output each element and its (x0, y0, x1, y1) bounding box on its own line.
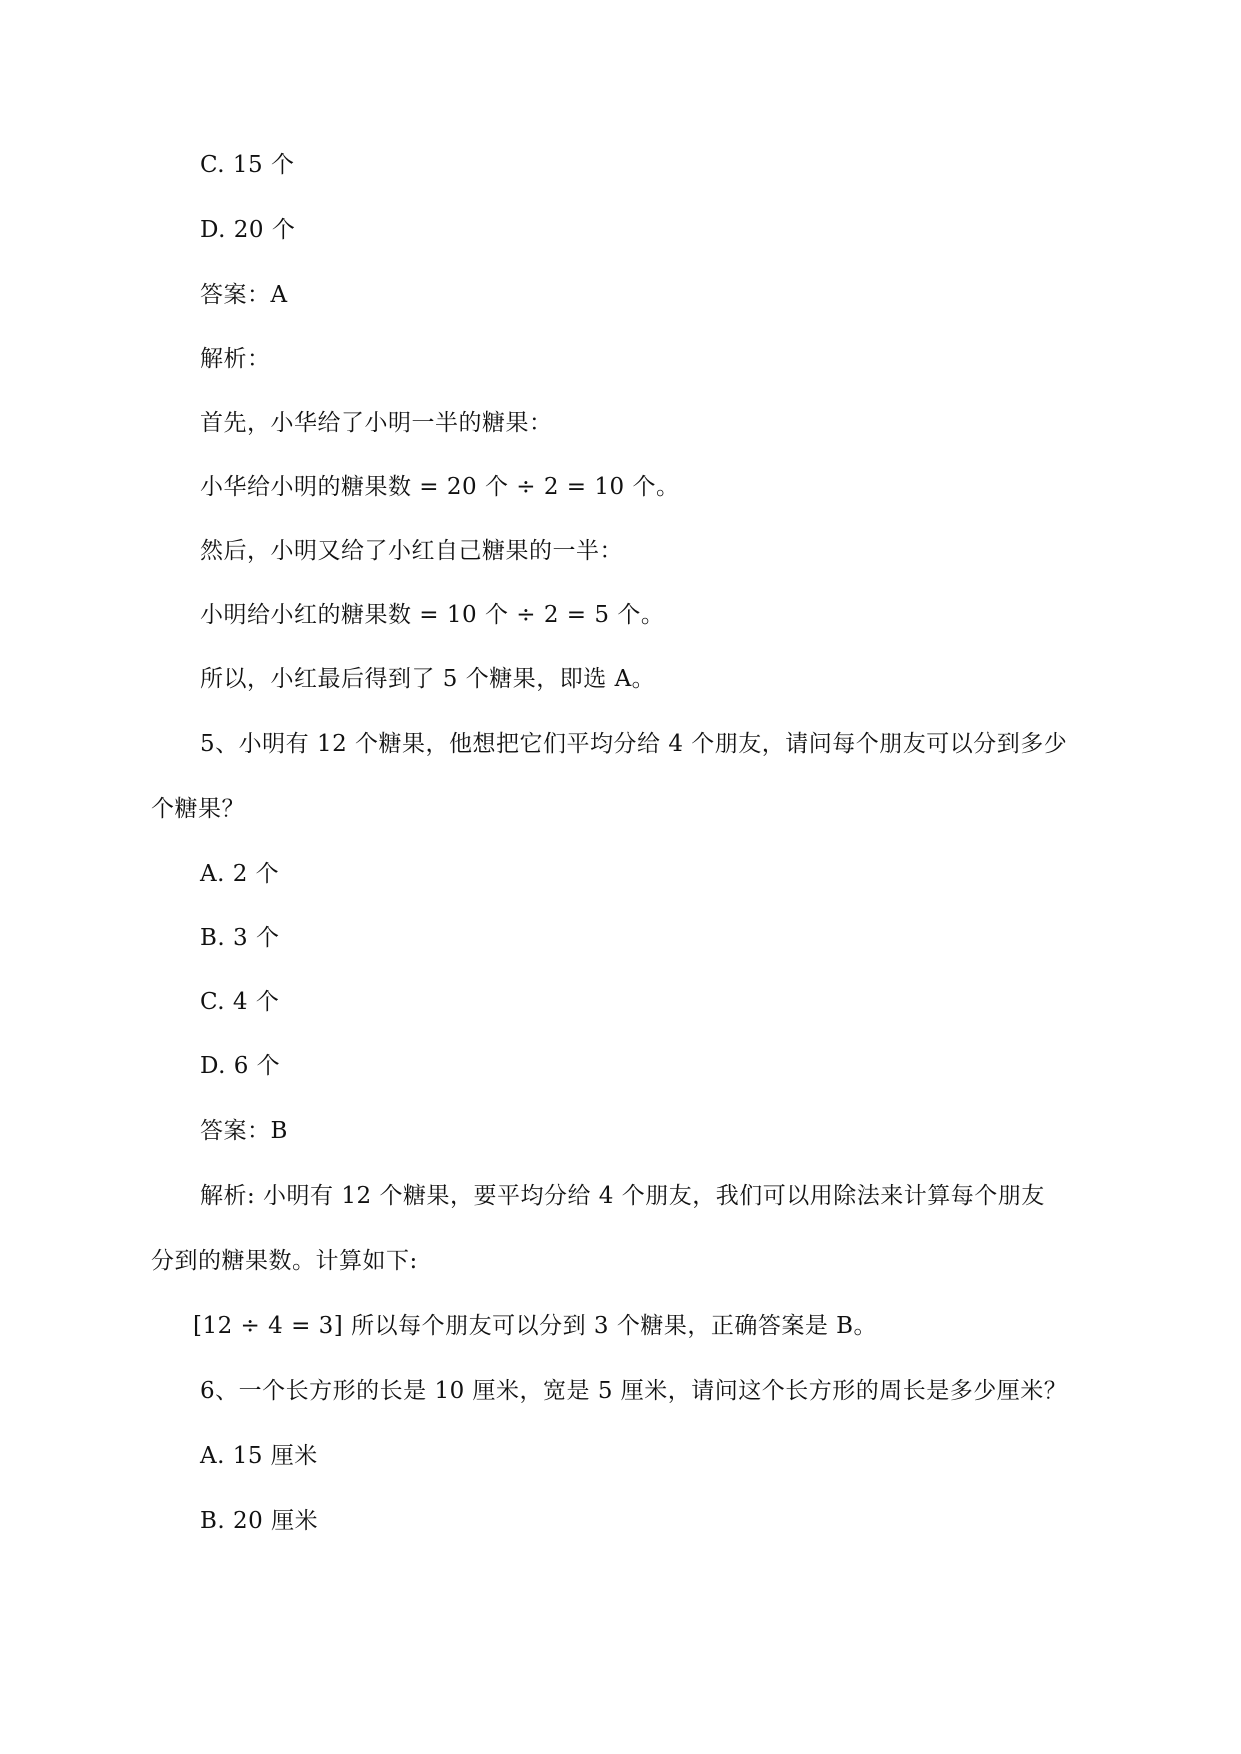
question-5-cont: 个糖果？ (151, 796, 245, 822)
option-b-q5: B. 3 个 (200, 925, 280, 951)
option-d-q5: D. 6 个 (200, 1053, 281, 1079)
answer-q5: 答案：B (200, 1118, 288, 1144)
calculation-q5: [12 ÷ 4 = 3] 所以每个朋友可以分到 3 个糖果，正确答案是 B。 (193, 1313, 878, 1339)
option-c-q5: C. 4 个 (200, 989, 280, 1015)
option-c-prev: C. 15 个 (200, 152, 295, 178)
question-5: 5、小明有 12 个糖果，他想把它们平均分给 4 个朋友，请问每个朋友可以分到多少 (200, 731, 1068, 757)
option-d-prev: D. 20 个 (200, 217, 296, 243)
analysis-line-1: 首先，小华给了小明一半的糖果： (200, 410, 553, 436)
option-b-q6: B. 20 厘米 (200, 1508, 319, 1534)
option-a-q5: A. 2 个 (200, 861, 280, 887)
analysis-line-5: 所以，小红最后得到了 5 个糖果，即选 A。 (200, 666, 656, 692)
analysis-line-4: 小明给小红的糖果数 = 10 个 ÷ 2 = 5 个。 (200, 602, 665, 628)
option-a-q6: A. 15 厘米 (200, 1443, 318, 1469)
analysis-label-prev: 解析： (200, 346, 271, 372)
analysis-q5-cont: 分到的糖果数。计算如下: (151, 1248, 418, 1274)
question-6: 6、一个长方形的长是 10 厘米，宽是 5 厘米，请问这个长方形的周长是多少厘米？ (200, 1378, 1068, 1404)
analysis-line-3: 然后，小明又给了小红自己糖果的一半： (200, 538, 623, 564)
analysis-q5: 解析: 小明有 12 个糖果，要平均分给 4 个朋友，我们可以用除法来计算每个朋友 (200, 1183, 1045, 1209)
answer-prev: 答案：A (200, 282, 288, 308)
analysis-line-2: 小华给小明的糖果数 = 20 个 ÷ 2 = 10 个。 (200, 474, 680, 500)
